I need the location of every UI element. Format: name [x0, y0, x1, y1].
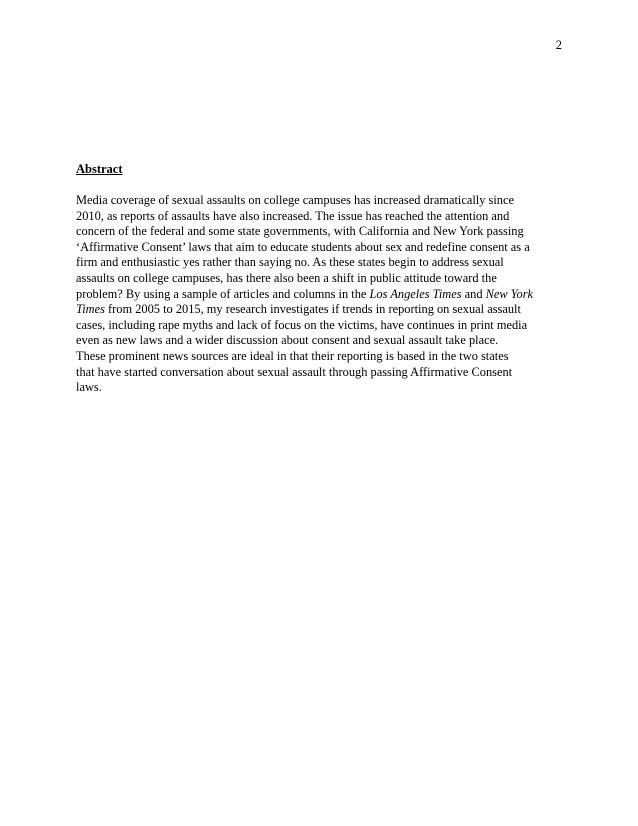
- page-number: 2: [555, 38, 562, 52]
- abstract-text: concern of the federal and some state governments, with California and New York passing: [76, 224, 524, 239]
- abstract-heading: Abstract: [76, 162, 123, 176]
- abstract-text: assaults on college campuses, has there also been a shift in public attitude toward the: [76, 270, 497, 285]
- abstract-line: [76, 287, 566, 303]
- abstract-text: These prominent news sources are ideal in that their reporting is based in the two states: [76, 348, 509, 363]
- abstract-line: [76, 380, 566, 396]
- abstract-line: [76, 318, 566, 334]
- abstract-line: [76, 302, 566, 318]
- abstract-text: cases, including rape myths and lack of focus on the victims, have continues in print media: [76, 317, 528, 332]
- abstract-line: [76, 193, 566, 209]
- abstract-line: [76, 224, 566, 240]
- newspaper-title-la-times: Los Angeles Times: [369, 286, 462, 301]
- abstract-text: ‘Affirmative Consent’ laws that aim to educate students about sex and redefine consent as a: [76, 239, 530, 254]
- abstract-line: [76, 365, 566, 381]
- newspaper-title-ny-times-part2: Times: [76, 302, 105, 317]
- abstract-text: Media coverage of sexual assaults on college campuses has increased dramatically since: [76, 193, 514, 207]
- abstract-text: 2010, as reports of assaults have also increased. The issue has reached the attention and: [76, 208, 510, 223]
- abstract-line: [76, 333, 566, 349]
- abstract-text: even as new laws and a wider discussion about consent and sexual assault take place.: [76, 333, 499, 348]
- abstract-text: from 2005 to 2015, my research investigates if trends in reporting on sexual assault: [104, 302, 521, 317]
- newspaper-title-ny-times-part1: New York: [485, 286, 534, 301]
- abstract-body: [76, 193, 566, 396]
- abstract-text: and: [461, 286, 486, 301]
- abstract-section: [76, 161, 566, 396]
- abstract-text: firm and enthusiastic yes rather than saying no. As these states begin to address sexual: [76, 255, 504, 270]
- abstract-line: [76, 255, 566, 271]
- abstract-text: problem? By using a sample of articles and columns in the: [76, 286, 370, 301]
- abstract-line: [76, 271, 566, 287]
- abstract-line: [76, 349, 566, 365]
- abstract-line: [76, 209, 566, 225]
- abstract-text: that have started conversation about sexual assault through passing Affirmative Consent: [76, 364, 513, 379]
- abstract-text: laws.: [76, 380, 102, 395]
- abstract-line: [76, 240, 566, 256]
